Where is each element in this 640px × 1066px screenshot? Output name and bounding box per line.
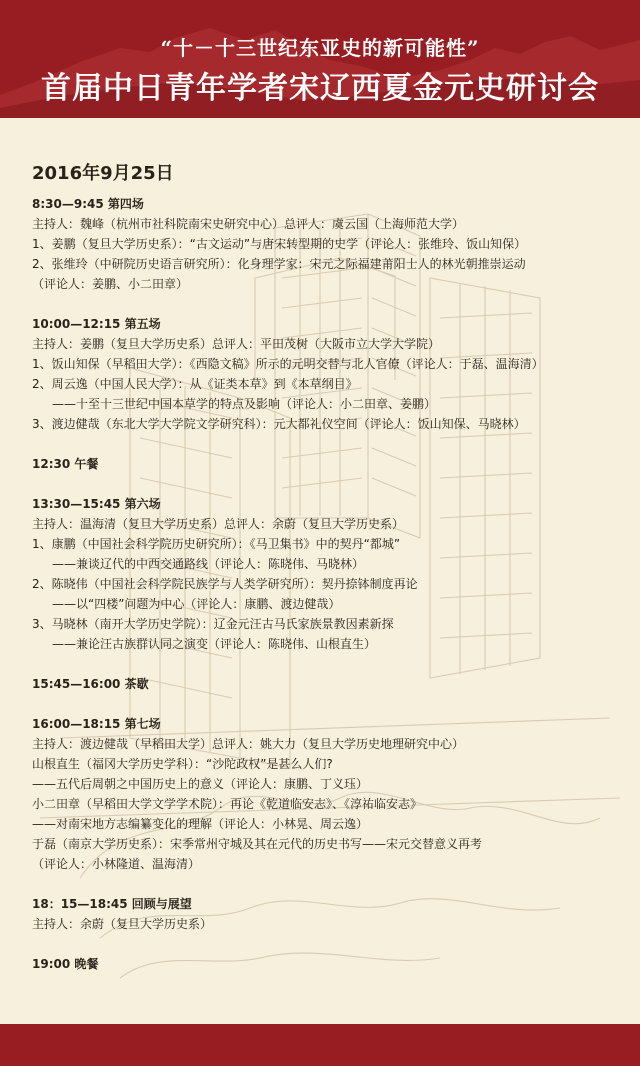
session-block xyxy=(32,954,628,974)
program-line: 小二田章（早稻田大学文学学术院）：再论《乾道临安志》、《淳祐临安志》 xyxy=(32,797,423,811)
conference-title: 首届中日青年学者宋辽西夏金元史研讨会 xyxy=(41,71,599,106)
session-time-heading: 13:30—15:45 第六场 xyxy=(32,497,161,511)
program-line: ——十至十三世纪中国本草学的特点及影响（评论人：小二田章、姜鹏） xyxy=(52,397,437,411)
program-line: 主持人：魏峰（杭州市社科院南宋史研究中心）总评人：虞云国（上海师范大学） xyxy=(32,217,465,231)
header-banner xyxy=(0,0,640,118)
session-block xyxy=(32,894,628,934)
program-line: 3、马晓林（南开大学历史学院）：辽金元汪古马氏家族景教因素新探 xyxy=(32,617,394,631)
program-line: 主持人：温海清（复旦大学历史系）总评人：余蔚（复旦大学历史系） xyxy=(32,517,405,531)
program-line: 2、张维玲（中研院历史语言研究所）：化身理学家：宋元之际福建莆阳士人的林光朝推崇运动 xyxy=(32,257,526,271)
program-line: 主持人：余蔚（复旦大学历史系） xyxy=(32,917,213,931)
session-time-heading: 10:00—12:15 第五场 xyxy=(32,317,161,331)
session-block xyxy=(32,494,628,654)
program-line: （评论人：姜鹏、小二田章） xyxy=(32,277,189,291)
program-line: 1、饭山知保（早稻田大学）：《西隐文稿》所示的元明交替与北人官僚（评论人：于磊、温海清） xyxy=(32,357,544,371)
program-line: 山根直生（福冈大学历史学科）：“沙陀政权”是甚么人们? xyxy=(32,757,333,771)
program-line: 2、陈晓伟（中国社会科学院民族学与人类学研究所）：契丹捺钵制度再论 xyxy=(32,577,418,591)
footer-band xyxy=(0,1024,640,1066)
program-line: 3、渡边健哉（东北大学大学院文学研究科）：元大都礼仪空间（评论人：饭山知保、马晓林） xyxy=(32,417,526,431)
schedule-list xyxy=(32,194,628,994)
conference-subtitle: “十－十三世纪东亚史的新可能性” xyxy=(160,36,480,60)
session-block xyxy=(32,454,628,474)
program-line: 2、周云逸（中国人民大学）：从《证类本草》到《本草纲目》 xyxy=(32,377,358,391)
program-line: ——兼谈辽代的中西交通路线（评论人：陈晓伟、马晓林） xyxy=(52,557,365,571)
program-line: ——对南宋地方志编纂变化的理解（评论人：小林晃、周云逸） xyxy=(32,817,369,831)
session-time-heading: 15:45—16:00 茶歇 xyxy=(32,677,149,691)
session-time-heading: 16:00—18:15 第七场 xyxy=(32,717,161,731)
program-line: 1、姜鹏（复旦大学历史系）：“古文运动”与唐宋转型期的史学（评论人：张维玲、饭山知保） xyxy=(32,237,527,251)
session-block xyxy=(32,714,628,874)
session-time-heading: 18：15—18:45 回顾与展望 xyxy=(32,897,192,911)
program-line: ——五代后周朝之中国历史上的意义（评论人：康鹏、丁义珏） xyxy=(32,777,369,791)
session-time-heading: 12:30 午餐 xyxy=(32,457,99,471)
program-line: ——以“四楼”问题为中心（评论人：康鹏、渡边健哉） xyxy=(52,597,341,611)
program-line: （评论人：小林隆道、温海清） xyxy=(32,857,201,871)
session-block xyxy=(32,674,628,694)
session-block xyxy=(32,314,628,434)
program-line: ——兼论汪古族群认同之演变（评论人：陈晓伟、山根直生） xyxy=(52,637,377,651)
schedule-date: 2016年9月25日 xyxy=(32,163,174,184)
session-time-heading: 8:30—9:45 第四场 xyxy=(32,197,144,211)
program-line: 于磊（南京大学历史系）：宋季常州守城及其在元代的历史书写——宋元交替意义再考 xyxy=(32,837,483,851)
program-line: 1、康鹏（中国社会科学院历史研究所）：《马卫集书》中的契丹“都城” xyxy=(32,537,401,551)
session-time-heading: 19:00 晚餐 xyxy=(32,957,99,971)
program-line: 主持人：姜鹏（复旦大学历史系）总评人：平田茂树（大阪市立大学大学院） xyxy=(32,337,441,351)
session-block xyxy=(32,194,628,294)
program-line: 主持人：渡边健哉（早稻田大学）总评人：姚大力（复旦大学历史地理研究中心） xyxy=(32,737,465,751)
